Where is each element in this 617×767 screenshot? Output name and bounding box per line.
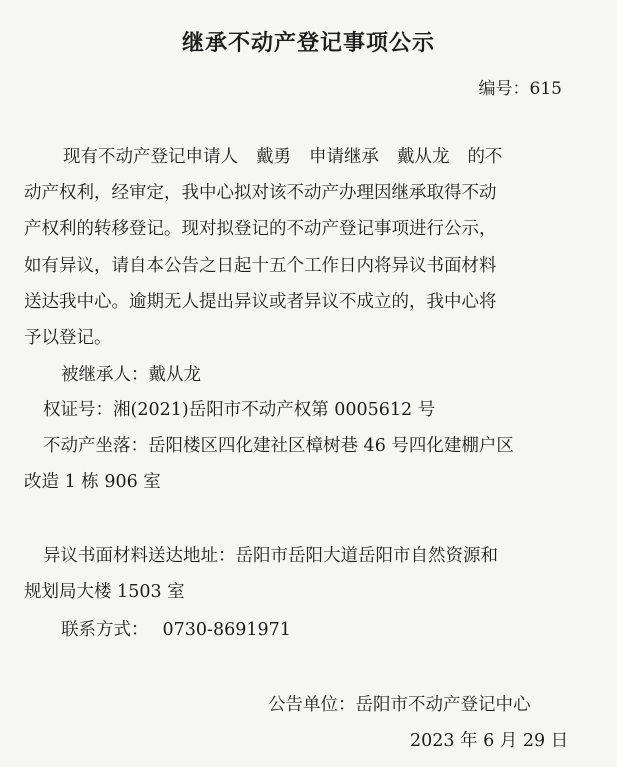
property-location: 不动产坐落：岳阳楼区四化建社区樟树巷 46 号四化建棚户区 xyxy=(43,436,514,456)
decedent-name: 戴从龙 xyxy=(397,147,450,167)
body-text: 的不 xyxy=(467,147,503,167)
objection-address-cont: 规划局大楼 1503 室 xyxy=(24,582,185,602)
body-line-5: 送达我中心。逾期无人提出异议或者异议不成立的，我中心将 xyxy=(24,292,497,312)
heir-info: 被继承人：戴从龙 xyxy=(61,365,201,385)
body-line-6: 予以登记。 xyxy=(24,328,112,348)
applicant-name: 戴勇 xyxy=(256,147,291,167)
issuing-unit: 公告单位：岳阳市不动产登记中心 xyxy=(268,695,531,715)
contact-phone: 0730-8691971 xyxy=(162,620,291,640)
body-text: 现有不动产登记申请人 xyxy=(63,147,238,167)
body-line-4: 如有异议，请自本公告之日起十五个工作日内将异议书面材料 xyxy=(24,256,497,276)
body-line-2: 动产权利，经审定，我中心拟对该不动产办理因继承取得不动 xyxy=(24,183,497,203)
issue-date: 2023 年 6 月 29 日 xyxy=(410,731,569,751)
property-location-cont: 改造 1 栋 906 室 xyxy=(24,472,161,492)
contact-info xyxy=(61,622,291,640)
certificate-number: 权证号：湘(2021)岳阳市不动产权第 0005612 号 xyxy=(43,400,436,420)
body-line-3: 产权利的转移登记。现对拟登记的不动产登记事项进行公示， xyxy=(24,219,497,239)
objection-address: 异议书面材料送达地址：岳阳市岳阳大道岳阳市自然资源和 xyxy=(43,546,498,566)
body-line-1 xyxy=(63,149,503,167)
body-text: 申请继承 xyxy=(309,147,379,167)
page-title: 继承不动产登记事项公示 xyxy=(181,31,435,56)
contact-label: 联系方式： xyxy=(61,620,149,640)
document-number: 编号：615 xyxy=(478,79,562,99)
